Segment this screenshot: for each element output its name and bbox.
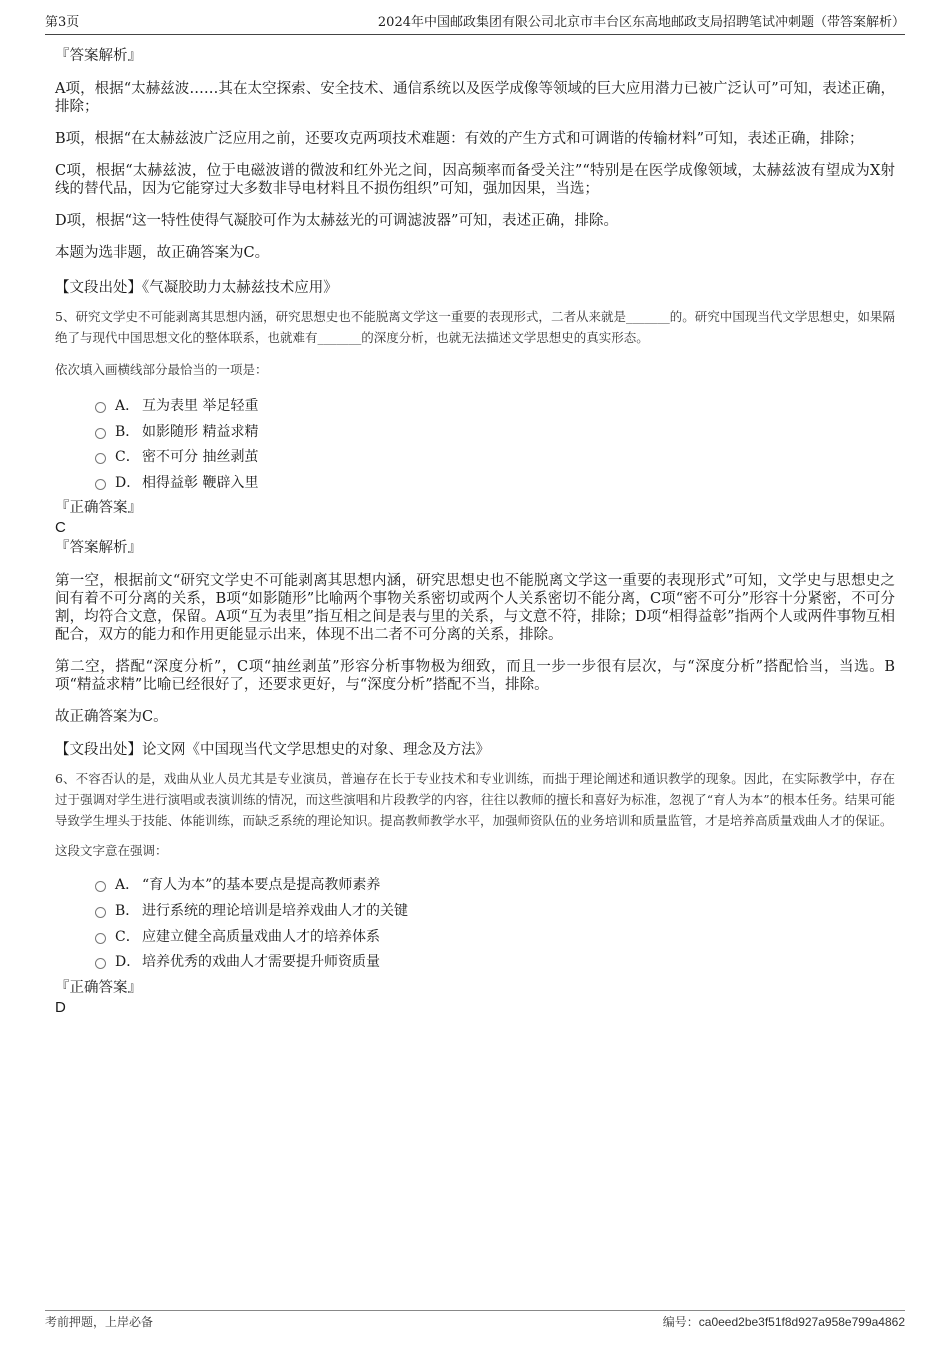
q6-option-b[interactable]: B． 进行系统的理论培训是培养戏曲人才的关键 xyxy=(95,899,895,925)
q4-analysis-b: B项，根据“在太赫兹波广泛应用之前，还要攻克两项技术难题：有效的产生方式和可调谐的传输材料”可知，表述正确，排除； xyxy=(55,131,864,147)
q6-option-a[interactable]: A． “育人为本”的基本要点是提高教师素养 xyxy=(95,873,895,899)
page-number: 第3页 xyxy=(45,15,80,30)
footer-slogan: 考前押题，上岸必备 xyxy=(45,1315,154,1329)
q5-option-d[interactable]: D． 相得益彰 鞭辟入里 xyxy=(95,471,895,497)
radio-icon[interactable] xyxy=(95,881,106,892)
q4-analysis-a: A项，根据“太赫兹波……其在太空探索、安全技术、通信系统以及医学成像等领域的巨大应用潜力已被广泛认可”可知，表述正确，排除； xyxy=(55,81,895,115)
q5-analysis-2: 第二空，搭配“深度分析”，C项“抽丝剥茧”形容分析事物极为细致，而且一步一步很有层次，与“深度分析”搭配恰当，当选。B项“精益求精”比喻已经很好了，还要求更好，与“深度分析”搭配不当，排除。 xyxy=(55,659,895,694)
document-title: 2024年中国邮政集团有限公司北京市丰台区东高地邮政支局招聘笔试冲刺题（带答案解析） xyxy=(377,15,905,30)
q4-analysis-c: C项，根据“太赫兹波，位于电磁波谱的微波和红外光之间，因高频率而备受关注”“特别是在医学成像领域，太赫兹波有望成为X射线的替代品，因为它能穿过大多数非导电材料且不损伤组织”可知，强加因果，当选； xyxy=(55,163,895,197)
footer-code-label: 编号： xyxy=(662,1315,699,1329)
q6-prompt: 这段文字意在强调： xyxy=(55,843,168,859)
q5-conclusion: 故正确答案为C。 xyxy=(55,709,168,726)
q4-analysis-d: D项，根据“这一特性使得气凝胶可作为太赫兹光的可调滤波器”可知，表述正确，排除。 xyxy=(55,213,618,229)
q4-analysis-label: 『答案解析』 xyxy=(55,48,142,64)
q6-answer-label: 『正确答案』 xyxy=(55,979,142,996)
q5-text: 5、研究文学史不可能剥离其思想内涵，研究思想史也不能脱离文学这一重要的表现形式，二者从来就是_______的。研究中国现当代文学思想史，如果隔绝了与现代中国思想文化的整体联系，也就难有_______的深度分析，也就无法描述文学思想史的真实形态。 xyxy=(55,309,895,345)
q5-answer: C xyxy=(55,519,66,537)
q5-option-a[interactable]: A． 互为表里 举足轻重 xyxy=(95,394,895,420)
radio-icon[interactable] xyxy=(95,453,106,464)
radio-icon[interactable] xyxy=(95,428,106,439)
q4-conclusion: 本题为选非题，故正确答案为C。 xyxy=(55,245,270,261)
radio-icon[interactable] xyxy=(95,958,106,969)
q6-option-c[interactable]: C． 应建立健全高质量戏曲人才的培养体系 xyxy=(95,925,895,951)
radio-icon[interactable] xyxy=(95,907,106,918)
q6-answer: D xyxy=(55,998,66,1016)
q5-option-b[interactable]: B． 如影随形 精益求精 xyxy=(95,420,895,446)
q4-source: 【文段出处】《气凝胶助力太赫兹技术应用》 xyxy=(55,280,338,296)
footer-code: ca0eed2be3f51f8d927a958e799a4862 xyxy=(698,1315,905,1329)
q5-options xyxy=(95,394,895,496)
q6-option-d[interactable]: D． 培养优秀的戏曲人才需要提升师资质量 xyxy=(95,950,895,976)
page-header xyxy=(45,14,905,35)
footer-code-block xyxy=(663,1312,905,1332)
q5-analysis-1: 第一空，根据前文“研究文学史不可能剥离其思想内涵，研究思想史也不能脱离文学这一重要的表现形式”可知，文学史与思想史之间有着不可分离的关系，B项“如影随形”比喻两个事物关系密切或两个人关系密切不能分离，C项“密不可分”形容十分紧密，不可分割，均符合文意，保留。A项“互为表里”指互相之间是表与里的关系，与文意不符，排除；D项“相得益彰”指两个人或两件事物互相配合，双方的能力和作用更能显示出来，体现不出二者不可分离的关系，排除。 xyxy=(55,573,895,644)
q6-text: 6、不容否认的是，戏曲从业人员尤其是专业演员，普遍存在长于专业技术和专业训练，而拙于理论阐述和通识教学的现象。因此，在实际教学中，存在过于强调对学生进行演唱或表演训练的情况，而这些演唱和片段教学的内容，往往以教师的擅长和喜好为标准，忽视了“育人为本”的根本任务。结果可能导致学生埋头于技能、体能训练，而缺乏系统的理论知识。提高教师教学水平，加强师资队伍的业务培训和质量监管，才是培养高质量戏曲人才的保证。 xyxy=(55,771,895,829)
q5-source: 【文段出处】论文网《中国现当代文学思想史的对象、理念及方法》 xyxy=(55,742,490,759)
radio-icon[interactable] xyxy=(95,933,106,944)
radio-icon[interactable] xyxy=(95,402,106,413)
q5-analysis-label: 『答案解析』 xyxy=(55,540,142,557)
q5-answer-label: 『正确答案』 xyxy=(55,500,142,517)
page-content xyxy=(55,46,895,1018)
q6-options xyxy=(95,873,895,975)
q5-option-c[interactable]: C． 密不可分 抽丝剥茧 xyxy=(95,445,895,471)
page-footer xyxy=(45,1310,905,1331)
radio-icon[interactable] xyxy=(95,479,106,490)
q5-prompt: 依次填入画横线部分最恰当的一项是： xyxy=(55,362,268,377)
